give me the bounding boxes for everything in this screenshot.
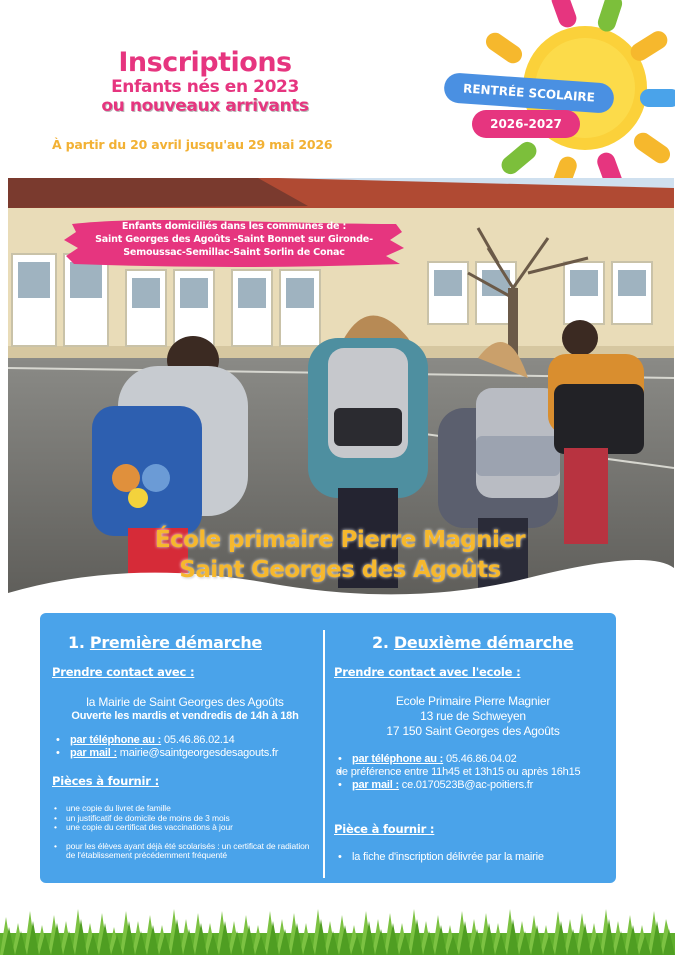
step-1-title-text: Première démarche bbox=[89, 633, 262, 652]
mairie-mail[interactable]: mairie@saintgeorgesdesagouts.fr bbox=[119, 747, 279, 759]
school-phone-item bbox=[332, 753, 580, 766]
registration-dates: À partir du 20 avril jusqu'au 29 mai 2026 bbox=[52, 137, 333, 152]
school-mail[interactable]: ce.0170523B@ac-poitiers.fr bbox=[401, 779, 534, 791]
school-mail-item bbox=[332, 779, 580, 792]
mail-key: par mail : bbox=[70, 747, 117, 759]
panel-divider bbox=[323, 630, 325, 878]
subtitle-line-1: Enfants nés en 2023 bbox=[111, 77, 299, 97]
step-1-contacts bbox=[50, 734, 278, 760]
mairie-mail-item bbox=[50, 747, 278, 760]
phone-key: par téléphone au : bbox=[70, 734, 162, 746]
mairie-name: la Mairie de Saint Georges des Agoûts bbox=[86, 695, 284, 709]
phone-preference: de préférence entre 11h45 et 13h15 ou après 16h15 bbox=[336, 766, 581, 778]
school-name bbox=[100, 525, 580, 585]
school-year-value: 2026-2027 bbox=[472, 110, 580, 138]
school-address-name: Ecole Primaire Pierre Magnier bbox=[395, 694, 551, 708]
communes-banner bbox=[64, 218, 404, 259]
school-address bbox=[332, 694, 614, 739]
step-1-contact-label: Prendre contact avec : bbox=[52, 665, 195, 679]
school-address-city: 17 150 Saint Georges des Agoûts bbox=[386, 724, 560, 738]
page-title: Inscriptions bbox=[118, 47, 292, 78]
grass-icon bbox=[0, 905, 675, 955]
subtitle-line-2: ou nouveaux arrivants bbox=[101, 96, 309, 116]
school-name-line-1: École primaire Pierre Magnier bbox=[155, 527, 525, 553]
step-2-contact-label: Prendre contact avec l'ecole : bbox=[334, 665, 521, 679]
doc-item: • pour les élèves ayant déjà été scolarisés : un certificat de radiation de l'établissement précédemment fréquenté bbox=[50, 842, 320, 861]
mairie-phone[interactable]: 05.46.86.02.14 bbox=[164, 734, 235, 746]
step-1-number: 1. bbox=[68, 633, 85, 652]
documents-label: Pièces à fournir : bbox=[52, 774, 159, 788]
mairie-block bbox=[50, 695, 320, 723]
doc-item: • un justificatif de domicile de moins de 3 mois bbox=[50, 814, 320, 824]
mairie-hours: Ouverte les mardis et vendredis de 14h à 18h bbox=[71, 710, 299, 722]
step-2-documents bbox=[332, 851, 544, 864]
doc-item: • une copie du certificat des vaccinations à jour bbox=[50, 823, 320, 833]
school-year-badge: RENTRÉE SCOLAIRE bbox=[443, 72, 615, 114]
step-2-number: 2. bbox=[372, 633, 389, 652]
communes-heading: Enfants domiciliés dans les communes de : bbox=[121, 221, 347, 232]
phone-key: par téléphone au : bbox=[352, 753, 444, 765]
school-name-line-2: Saint Georges des Agoûts bbox=[179, 557, 501, 583]
school-phone[interactable]: 05.46.86.04.02 bbox=[446, 753, 517, 765]
mairie-phone-item bbox=[50, 734, 278, 747]
doc-item: • la fiche d'inscription délivrée par la mairie bbox=[332, 851, 544, 864]
step-2-title-text: Deuxième démarche bbox=[393, 633, 574, 652]
documents-list bbox=[50, 804, 320, 861]
mail-key: par mail : bbox=[352, 779, 399, 791]
school-phone-pref bbox=[332, 766, 580, 779]
document-label: Pièce à fournir : bbox=[334, 822, 435, 836]
title-block bbox=[80, 48, 330, 116]
school-address-street: 13 rue de Schweyen bbox=[420, 709, 526, 723]
communes-line-1: Saint Georges des Agoûts -Saint Bonnet sur Gironde- bbox=[95, 234, 373, 245]
step-1-title bbox=[68, 633, 262, 652]
step-2-contacts bbox=[332, 753, 580, 792]
communes-line-2: Semoussac-Semillac-Saint Sorlin de Conac bbox=[123, 247, 345, 258]
step-2-title bbox=[372, 633, 573, 652]
doc-item: • une copie du livret de famille bbox=[50, 804, 320, 814]
